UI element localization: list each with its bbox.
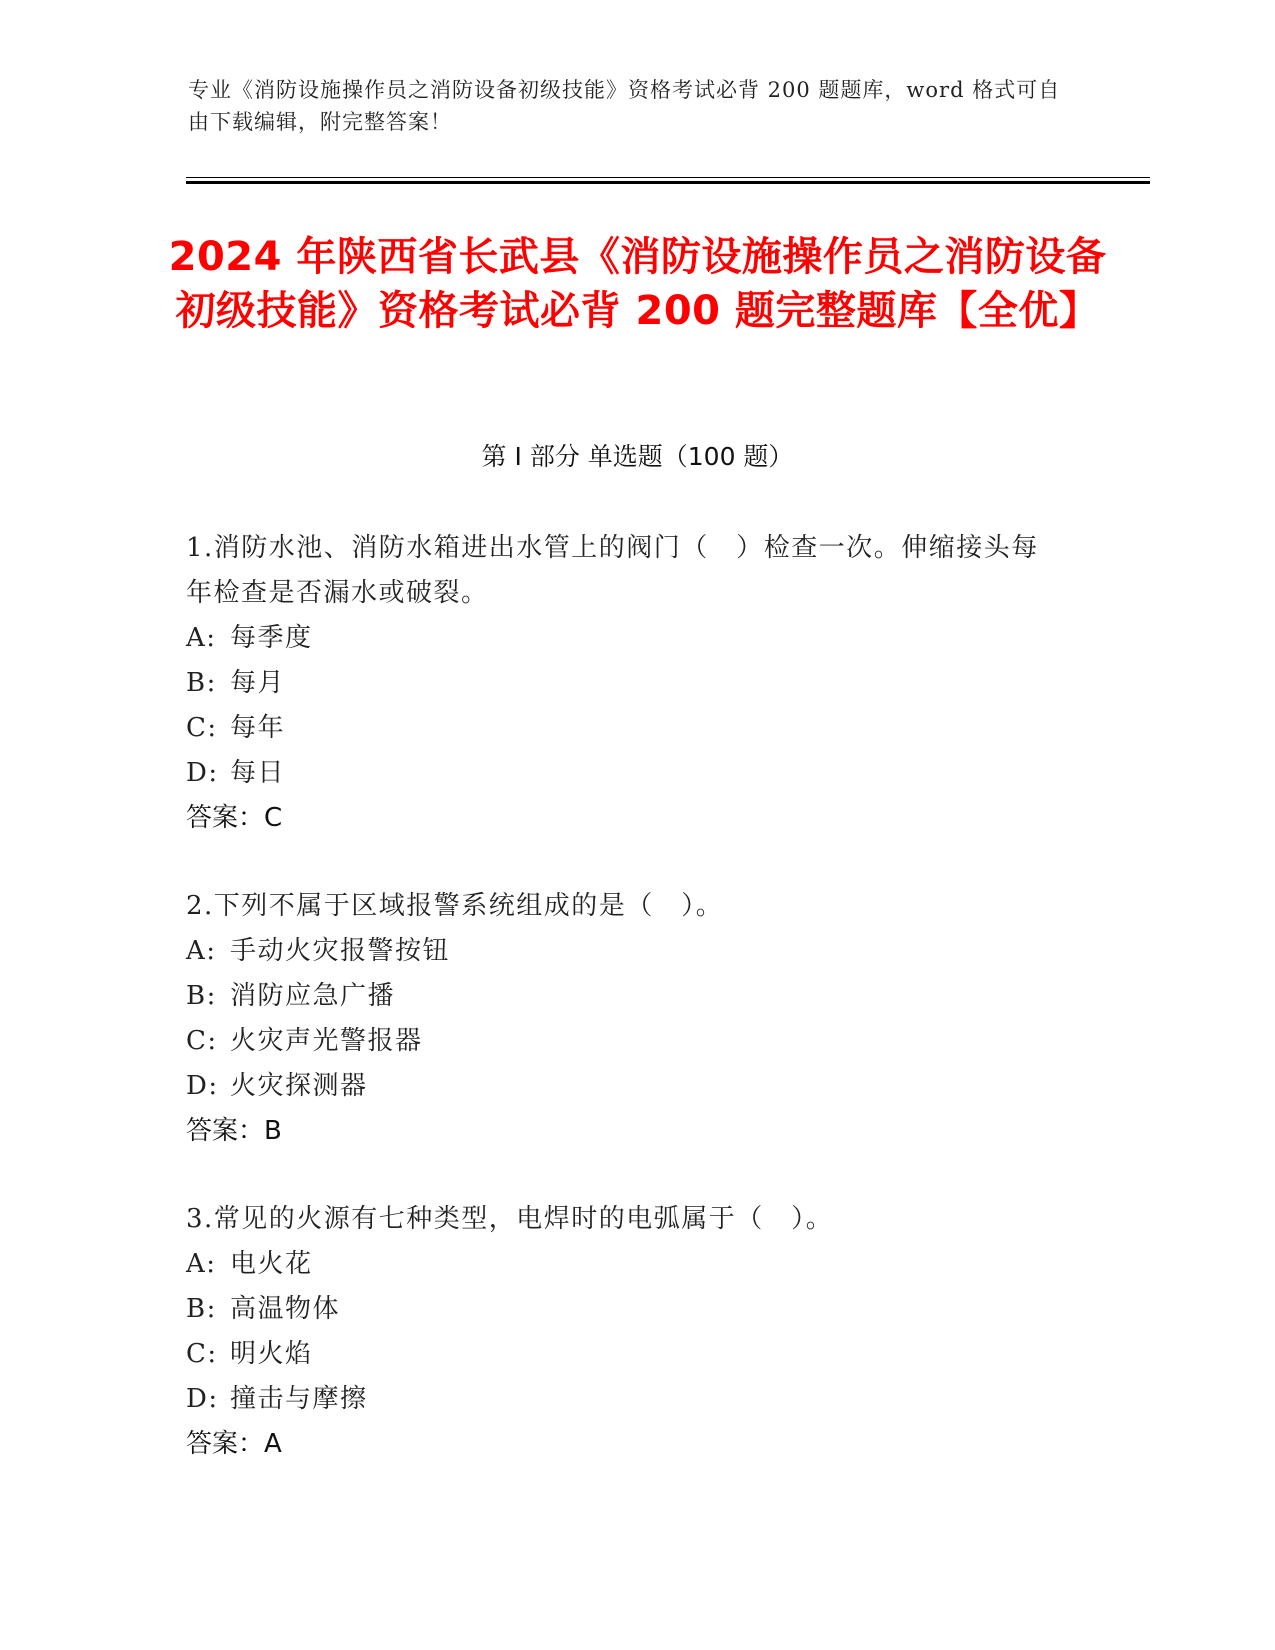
option-c: [186, 1332, 1066, 1377]
question-stem: 1.消防水池、消防水箱进出水管上的阀门（ ）检查一次。伸缩接头每年检查是否漏水或破裂。: [186, 533, 1039, 608]
question-stem: 3.常见的火源有七种类型，电焊时的电弧属于（ ）。: [186, 1204, 834, 1234]
header-divider-thick: [186, 181, 1150, 184]
option-letter: A:: [186, 1249, 217, 1279]
option-letter: C:: [186, 1339, 218, 1369]
option-text: 撞击与摩擦: [230, 1384, 368, 1414]
option-c: [186, 706, 1066, 751]
option-letter: A:: [186, 936, 217, 966]
option-text: 明火焰: [230, 1339, 313, 1369]
option-text: 火灾声光警报器: [230, 1026, 423, 1056]
answer-line: 答案：A: [186, 1429, 282, 1459]
option-text: 手动火灾报警按钮: [230, 936, 451, 966]
option-c: [186, 1019, 1066, 1064]
question-list: [186, 526, 1066, 1510]
option-letter: D:: [186, 758, 219, 788]
option-b: [186, 1287, 1066, 1332]
document-title: 2024 年陕西省长武县《消防设施操作员之消防设备初级技能》资格考试必背 200 题完整题库【全优】: [168, 234, 1107, 334]
question-2: [186, 884, 1066, 1154]
question-stem: 2.下列不属于区域报警系统组成的是（ ）。: [186, 891, 724, 921]
answer-line: 答案：C: [186, 803, 283, 833]
option-letter: B:: [186, 1294, 217, 1324]
option-b: [186, 974, 1066, 1019]
option-d: [186, 1064, 1066, 1109]
option-text: 每日: [230, 758, 286, 788]
option-text: 高温物体: [230, 1294, 341, 1324]
option-letter: B:: [186, 668, 217, 698]
option-letter: C:: [186, 713, 218, 743]
header-note: 专业《消防设施操作员之消防设备初级技能》资格考试必背 200 题题库，word 格式可自由下载编辑，附完整答案！: [188, 78, 1061, 134]
option-letter: D:: [186, 1071, 219, 1101]
option-text: 每年: [230, 713, 286, 743]
answer-line: 答案：B: [186, 1116, 282, 1146]
question-1: [186, 526, 1066, 841]
option-d: [186, 751, 1066, 796]
option-text: 火灾探测器: [230, 1071, 368, 1101]
option-b: [186, 661, 1066, 706]
option-letter: D:: [186, 1384, 219, 1414]
option-text: 消防应急广播: [230, 981, 396, 1011]
header-divider-thin: [186, 177, 1150, 178]
section-heading: 第 I 部分 单选题（100 题）: [481, 442, 794, 471]
option-a: [186, 616, 1066, 661]
option-letter: C:: [186, 1026, 218, 1056]
option-d: [186, 1377, 1066, 1422]
question-3: [186, 1197, 1066, 1467]
option-letter: B:: [186, 981, 217, 1011]
option-text: 每月: [230, 668, 286, 698]
option-text: 电火花: [230, 1249, 313, 1279]
option-letter: A:: [186, 623, 217, 653]
option-text: 每季度: [230, 623, 313, 653]
option-a: [186, 929, 1066, 974]
option-a: [186, 1242, 1066, 1287]
